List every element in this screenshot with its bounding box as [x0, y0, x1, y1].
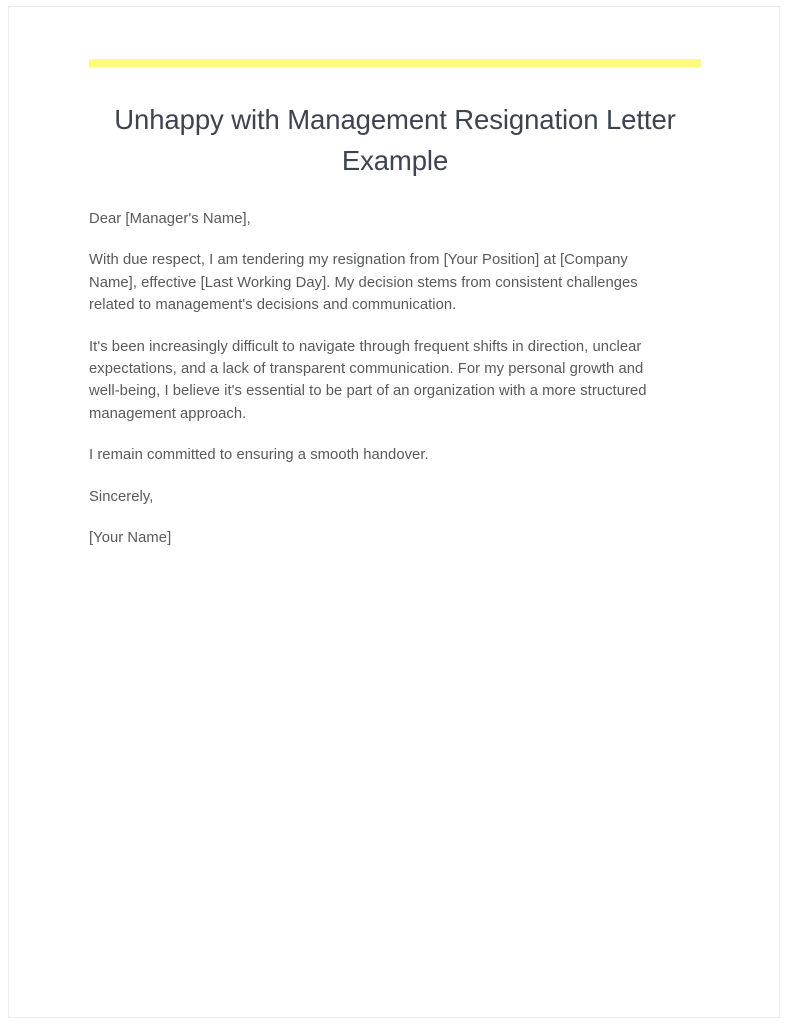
document-sheet [8, 6, 780, 1018]
letter-paragraph-reasons: It's been increasingly difficult to navigate through frequent shifts in direction, unclear expectations, and a lack of transparent communication. For my personal growth and well-being, I believe it's essential to be part of an organization with a more structured management approach. [89, 338, 647, 422]
yellow-accent-bar [89, 59, 701, 67]
letter-paragraph-resignation-notice: With due respect, I am tendering my resignation from [Your Position] at [Company Name], effective [Last Working Day]. My decision stems from consistent challenges related to management's decisions and communication. [89, 252, 638, 314]
letter-closing: Sincerely, [89, 488, 154, 505]
page-title: Unhappy with Management Resignation Letter Example [114, 104, 676, 176]
letter-paragraph-handover: I remain committed to ensuring a smooth handover. [89, 447, 429, 464]
letter-content [89, 99, 701, 549]
letter-paragraph-list [89, 208, 675, 549]
letter-salutation: Dear [Manager's Name], [89, 211, 251, 227]
letter-signature: [Your Name] [89, 530, 172, 547]
